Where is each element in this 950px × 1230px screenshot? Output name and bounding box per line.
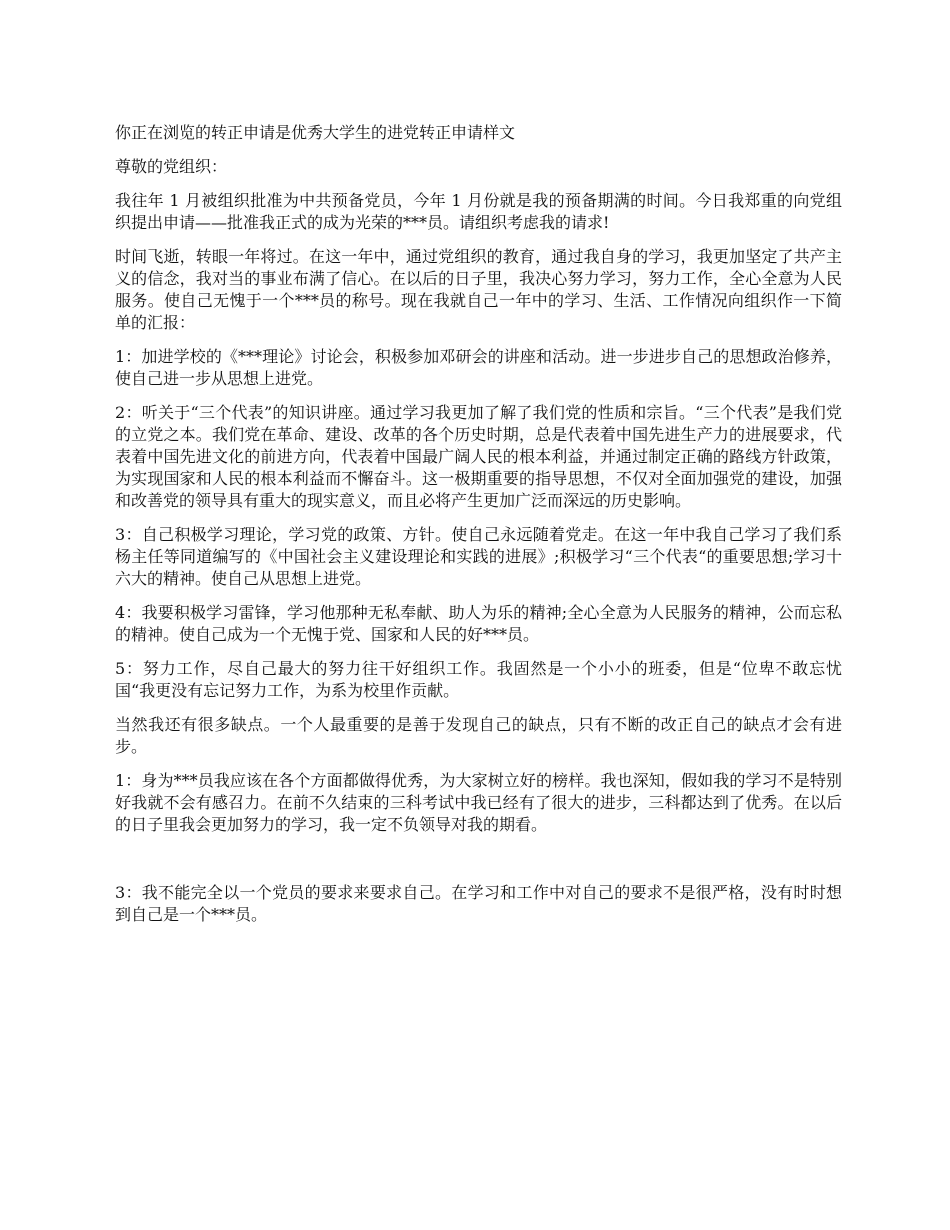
document-page: [115, 122, 842, 938]
paragraph-summary: 时间飞逝，转眼一年将过。在这一年中，通过党组织的教育，通过我自身的学习，我更加坚定了共产主义的信念，我对当的事业布满了信心。在以后的日子里，我决心努力学习，努力工作，全心全意为人民服务。使自己无愧于一个***员的称号。现在我就自己一年中的学习、生活、工作情况向组织作一下简单的汇报：: [115, 247, 842, 332]
paragraph-item-4: 4：我要积极学习雷锋，学习他那种无私奉献、助人为乐的精神;全心全意为人民服务的精神，公而忘私的精神。使自己成为一个无愧于党、国家和人民的好***员。: [115, 603, 842, 644]
document-title: 你正在浏览的转正申请是优秀大学生的进党转正申请样文: [115, 123, 516, 142]
paragraph-item-2: 2：听关于“三个代表”的知识讲座。通过学习我更加了解了我们党的性质和宗旨。“三个代表”是我们党的立党之本。我们党在革命、建设、改革的各个历史时期，总是代表着中国先进生产力的进展要求，代表着中国先进文化的前进方向，代表着中国最广阔人民的根本利益，并通过制定正确的路线方针政策，为实现国家和人民的根本利益而不懈奋斗。这一极期重要的指导思想，不仅对全面加强党的建设，加强和改善党的领导具有重大的现实意义，而且必将产生更加广泛而深远的历史影响。: [115, 403, 842, 510]
paragraph-shortcoming-3: 3：我不能完全以一个党员的要求来要求自己。在学习和工作中对自己的要求不是很严格，没有时时想到自己是一个***员。: [115, 883, 842, 924]
paragraph-intro: 我往年 1 月被组织批准为中共预备党员，今年 1 月份就是我的预备期满的时间。今日我郑重的向党组织提出申请——批准我正式的成为光荣的***员。请组织考虑我的请求!: [115, 191, 842, 232]
paragraph-shortcomings: 当然我还有很多缺点。一个人最重要的是善于发现自己的缺点，只有不断的改正自己的缺点才会有进步。: [115, 715, 842, 756]
blank-line: [115, 848, 842, 870]
paragraph-item-1: 1：加进学校的《***理论》讨论会，积极参加邓研会的讲座和活动。进一步进步自己的思想政治修养，使自己进一步从思想上进党。: [115, 347, 842, 388]
paragraph-item-3: 3：自己积极学习理论，学习党的政策、方针。使自己永远随着党走。在这一年中我自己学习了我们系杨主任等同道编写的《中国社会主义建设理论和实践的进展》;积极学习“三个代表“的重要思想;学习十六大的精神。使自己从思想上进党。: [115, 525, 842, 588]
salutation: 尊敬的党组织：: [115, 157, 228, 176]
paragraph-item-5: 5：努力工作，尽自己最大的努力往干好组织工作。我固然是一个小小的班委，但是“位卑不敢忘忧国“我更没有忘记努力工作，为系为校里作贡献。: [115, 659, 842, 700]
paragraph-shortcoming-1: 1：身为***员我应该在各个方面都做得优秀，为大家树立好的榜样。我也深知，假如我的学习不是特别好我就不会有感召力。在前不久结束的三科考试中我已经有了很大的进步，三科都达到了优秀。在以后的日子里我会更加努力的学习，我一定不负领导对我的期看。: [115, 771, 842, 834]
